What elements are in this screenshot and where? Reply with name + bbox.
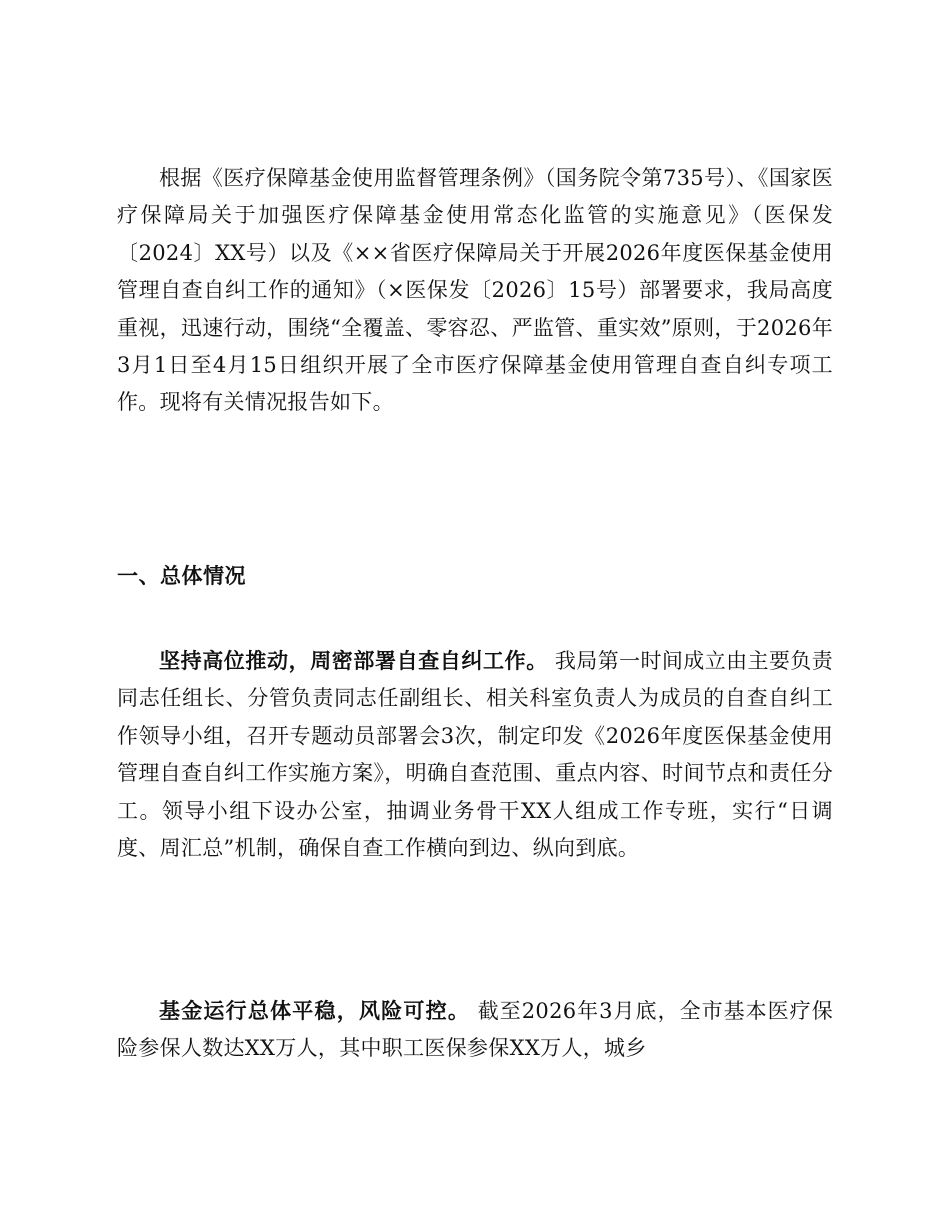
intro-paragraph: 根据《医疗保障基金使用监督管理条例》（国务院令第735号）、《国家医疗保障局关于加强医疗保障基金使用常态化监管的实施意见》（医保发〔2024〕XX号）以及《××省医疗保障局关于开展2026年度医保基金使用管理自查自纠工作的通知》（×医保发〔2026〕15号）部署要求，我局高度重视，迅速行动，围绕“全覆盖、零容忍、严监管、重实效”原则，于2026年3月1日至4月15日组织开展了全市医疗保障基金使用管理自查自纠专项工作。现将有关情况报告如下。	[117, 166, 833, 415]
paragraph-body-deployment: 我局第一时间成立由主要负责同志任组长、分管负责同志任副组长、相关科室负责人为成员的自查自纠工作领导小组，召开专题动员部署会3次，制定印发《2026年度医保基金使用管理自查自纠工作实施方案》，明确自查范围、重点内容、时间节点和责任分工。领导小组下设办公室，抽调业务骨干XX人组成工作专班，实行“日调度、周汇总”机制，确保自查工作横向到边、纵向到底。	[117, 649, 834, 861]
paragraph-fund-operation	[117, 993, 833, 1068]
paragraph-deployment	[117, 643, 833, 867]
paragraph-lead-deployment: 坚持高位推动，周密部署自查自纠工作。	[159, 649, 548, 673]
paragraph-body-fund-operation: 截至2026年3月底，全市基本医疗保险参保人数达XX万人，其中职工医保参保XX万人，城乡	[117, 999, 833, 1061]
paragraph-lead-fund-operation: 基金运行总体平稳，风险可控。	[159, 999, 471, 1023]
section-heading-overview: 一、总体情况	[117, 564, 246, 588]
